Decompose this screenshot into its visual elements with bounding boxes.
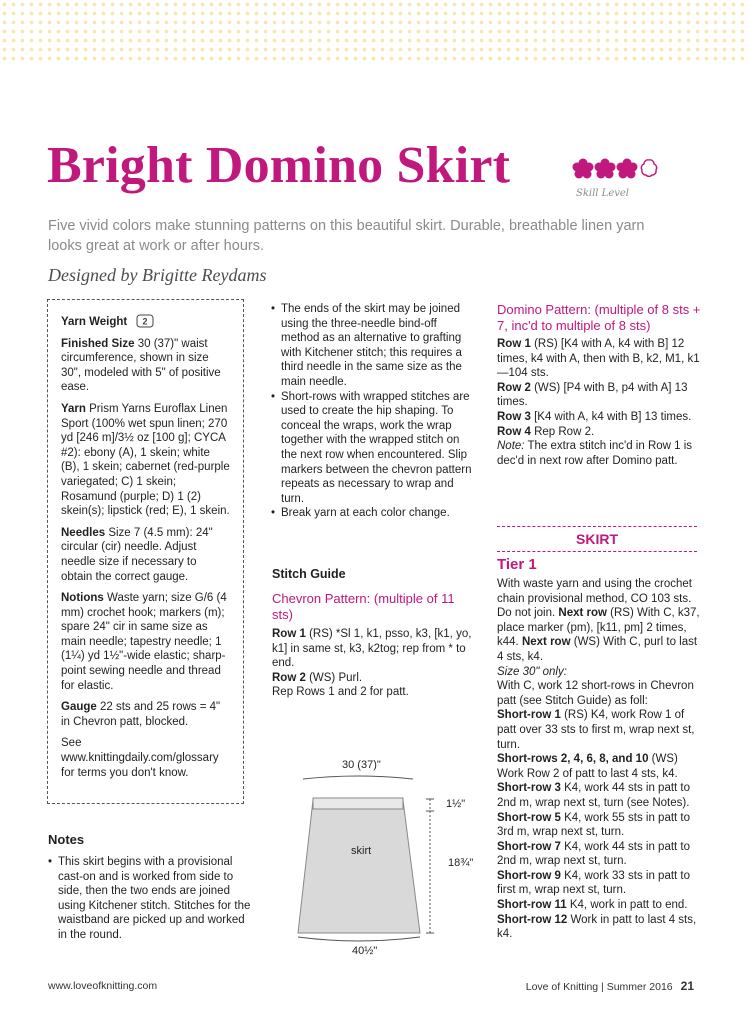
- waistband-measure: 1½": [446, 798, 466, 810]
- designer-byline: Designed by Brigitte Reydams: [48, 265, 267, 285]
- domino-row-1: [497, 337, 707, 381]
- size-note-text: Size 30" only:: [497, 665, 567, 678]
- finished-size-label: Finished Size: [61, 337, 135, 350]
- domino-row-3: [497, 410, 707, 425]
- footer-magazine: Love of Knitting: [525, 981, 599, 993]
- dotted-header-band: [0, 0, 750, 62]
- skill-flower-outline-icon: [638, 158, 660, 180]
- row-label: Short-row 7: [497, 840, 561, 853]
- row-label: Short-row 12: [497, 913, 568, 926]
- chevron-pattern-instructions: [272, 627, 472, 700]
- yarn-weight-label: Yarn Weight: [61, 316, 128, 328]
- notes-heading: Notes: [48, 832, 85, 847]
- intro-text: Five vivid colors make stunning patterns on this beautiful skirt. Durable, breathable linen yarn looks great at work or after hours.: [48, 218, 645, 254]
- needles-label: Needles: [61, 526, 106, 539]
- gauge-label: Gauge: [61, 701, 97, 714]
- skirt-section-bar: SKIRT: [497, 526, 697, 552]
- row-label: Short-row 5: [497, 811, 561, 824]
- yarn-label: Yarn: [61, 402, 86, 415]
- row-text: K4, work 44 sts in patt to 2nd m, wrap next st, turn (see Notes).: [497, 782, 691, 809]
- finished-size: [61, 337, 230, 395]
- chevron-repeat: Rep Rows 1 and 2 for patt.: [272, 686, 409, 699]
- chevron-row-2: [272, 671, 472, 686]
- tier-1-instructions: [497, 577, 702, 942]
- row-text: [K4 with A, k4 with B] 13 times.: [534, 410, 692, 423]
- row-label: Short-rows 2, 4, 6, 8, and 10: [497, 753, 649, 766]
- notions-text: Waste yarn; size G/6 (4 mm) crochet hook; markers (m); spare 24" cir in same size as main needle; tapestry needle; 1 (1¼) yd 1½"-wide elastic; sharp-point sewing needle and thread for elastic.: [61, 592, 227, 692]
- note-item: • This skirt begins with a provisional cast-on and is worked from side to side, then the two ends are joined using Kitchener stitch. Stitches for the waistband are picked up and worked in the round.: [48, 855, 253, 943]
- footer-issue: Love of Knitting | Summer 2016 21: [525, 979, 694, 993]
- footer-url: www.loveofknitting.com: [48, 980, 158, 992]
- instruction-text: (WS) With C, purl to last 4 sts, k4.: [497, 636, 698, 663]
- skill-flower-icon: [594, 158, 616, 180]
- page-number: 21: [680, 979, 694, 993]
- note-label: Note:: [497, 440, 525, 453]
- size-note: [497, 665, 702, 680]
- row-text: K4, work 44 sts in patt to 2nd m, wrap next st, turn.: [497, 840, 691, 868]
- tier-1-heading: Tier 1: [497, 556, 537, 573]
- row-label: Next row: [558, 607, 607, 620]
- yarn-text: Prism Yarns Euroflax Linen Sport (100% wet spun linen; 270 yd [246 m]/3½ oz [100 g]; CYCA #2): ebony (A), 1 skein; white (B), 1 skein; cabernet (red-purple variegated; C) 1 skein; Rosamund (purple; D) 1 (2) skein(s); lipstick (red; E), 1 skein.: [61, 402, 230, 518]
- tier-1-intro: [497, 577, 702, 665]
- instruction-text: (RS) With C, k37, place marker (pm), [k11, pm] 2 times, k44.: [497, 607, 700, 649]
- length-measure: 18¾": [448, 857, 474, 869]
- glossary-note: See www.knittingdaily.com/glossary for terms you don't know.: [61, 737, 219, 779]
- row-text: (WS) [P4 with B, p4 with A] 13 times.: [497, 381, 688, 409]
- row-label: Short-row 9: [497, 869, 561, 882]
- row-label: Row 2: [272, 671, 306, 684]
- row-label: Row 4: [497, 425, 531, 438]
- row-label: Row 2: [497, 381, 531, 394]
- notes-list: [48, 855, 253, 943]
- row-text: K4, work 33 sts in patt to first m, wrap next st, turn.: [497, 869, 691, 897]
- notions-spec: [61, 591, 230, 693]
- instruction-text: With waste yarn and using the crochet chain provisional method, CO 103 sts. Do not join.: [497, 578, 692, 620]
- short-row-1: [497, 708, 702, 752]
- chevron-pattern-heading: Chevron Pattern: (multiple of 11 sts): [272, 591, 455, 622]
- skirt-schematic: [290, 755, 490, 965]
- row-text: (RS) [K4 with A, k4 with B] 12 times, k4 with A, then with B, k2, M1, k1—104 sts.: [497, 338, 700, 380]
- yarn-weight-number: 2: [142, 316, 148, 327]
- short-row-9: [497, 869, 702, 898]
- domino-note: [497, 439, 707, 468]
- materials-box: [47, 299, 244, 804]
- skill-flower-icon: [616, 158, 638, 180]
- hem-measure: 40½": [352, 945, 378, 957]
- skirt-label: skirt: [351, 845, 372, 857]
- row-text: K4, work in patt to end.: [569, 899, 688, 912]
- note-item: • Break yarn at each color change.: [271, 506, 476, 521]
- short-row-2: [497, 752, 702, 781]
- waist-measure: 30 (37)": [342, 759, 381, 771]
- note-item: • Short-rows with wrapped stitches are used to create the hip shaping. To conceal the wraps, work the wrap together with the wrapped stitch on the next row when encountered. Slip markers between the chevron pattern repeats as necessary to wrap and turn.: [271, 390, 476, 507]
- note-text: The extra stitch inc'd in Row 1 is dec'd in next row after Domino patt.: [497, 440, 693, 467]
- domino-pattern-heading: Domino Pattern: (multiple of 8 sts + 7, inc'd to multiple of 8 sts): [497, 302, 701, 333]
- short-row-7: [497, 840, 702, 869]
- chevron-row-1: [272, 627, 472, 671]
- row-label: Short-row 11: [497, 899, 567, 912]
- skill-flower-icon: [572, 158, 594, 180]
- footer-issue-date: Summer 2016: [606, 981, 673, 993]
- row-text: Rep Row 2.: [534, 425, 595, 438]
- row-text: (RS) K4, work Row 1 of patt over 33 sts to first m, wrap next st, turn.: [497, 709, 695, 751]
- domino-pattern: [497, 302, 707, 468]
- row-text: (RS) *Sl 1, k1, psso, k3, [k1, yo, k1] in same st, k3, k2tog; rep from * to end.: [272, 628, 472, 670]
- needles-text: Size 7 (4.5 mm): 24" circular (cir) needle. Adjust needle size if necessary to obtain the correct gauge.: [61, 526, 213, 583]
- notions-label: Notions: [61, 592, 104, 605]
- domino-row-2: [497, 381, 707, 410]
- gauge-spec: [61, 700, 230, 729]
- short-row-3: [497, 781, 702, 810]
- short-rows-intro: With C, work 12 short-rows in Chevron patt (see Stitch Guide) as foll:: [497, 680, 694, 707]
- gauge-text: 22 sts and 25 rows = 4" in Chevron patt, blocked.: [61, 701, 221, 728]
- row-label: Row 3: [497, 410, 531, 423]
- stitch-guide-heading: Stitch Guide: [272, 567, 346, 581]
- domino-row-4: [497, 425, 707, 440]
- row-label: Short-row 1: [497, 709, 561, 722]
- yarn-weight: [61, 314, 230, 330]
- notes-continued: [271, 302, 476, 521]
- needles-spec: [61, 526, 230, 584]
- skill-level-label: Skill Level: [576, 188, 630, 199]
- row-label: Row 1: [497, 338, 531, 350]
- short-row-12: [497, 913, 702, 942]
- row-text: (WS) Purl.: [309, 671, 363, 684]
- skill-level-indicator: [572, 158, 672, 208]
- yarn-weight-icon: [136, 314, 154, 328]
- row-text: K4, work 55 sts in patt to 3rd m, wrap next st, turn.: [497, 811, 691, 839]
- row-label: Row 1: [272, 628, 306, 640]
- page-title: Bright Domino Skirt: [47, 137, 511, 194]
- row-text: Work in patt to last 4 sts, k4.: [497, 913, 697, 941]
- short-row-5: [497, 811, 702, 840]
- row-text: (WS) Work Row 2 of patt to last 4 sts, k4.: [497, 753, 678, 780]
- yarn-spec: [61, 402, 230, 519]
- finished-size-text: 30 (37)" waist circumference, shown in size 30", modeled with 5" of positive ease.: [61, 337, 221, 394]
- row-label: Next row: [521, 636, 571, 649]
- note-item: • The ends of the skirt may be joined using the three-needle bind-off method as an alternative to grafting with Kitchener stitch; this requires a third needle in the same size as the main needle.: [271, 302, 476, 390]
- row-label: Short-row 3: [497, 782, 561, 795]
- short-row-11: [497, 898, 702, 913]
